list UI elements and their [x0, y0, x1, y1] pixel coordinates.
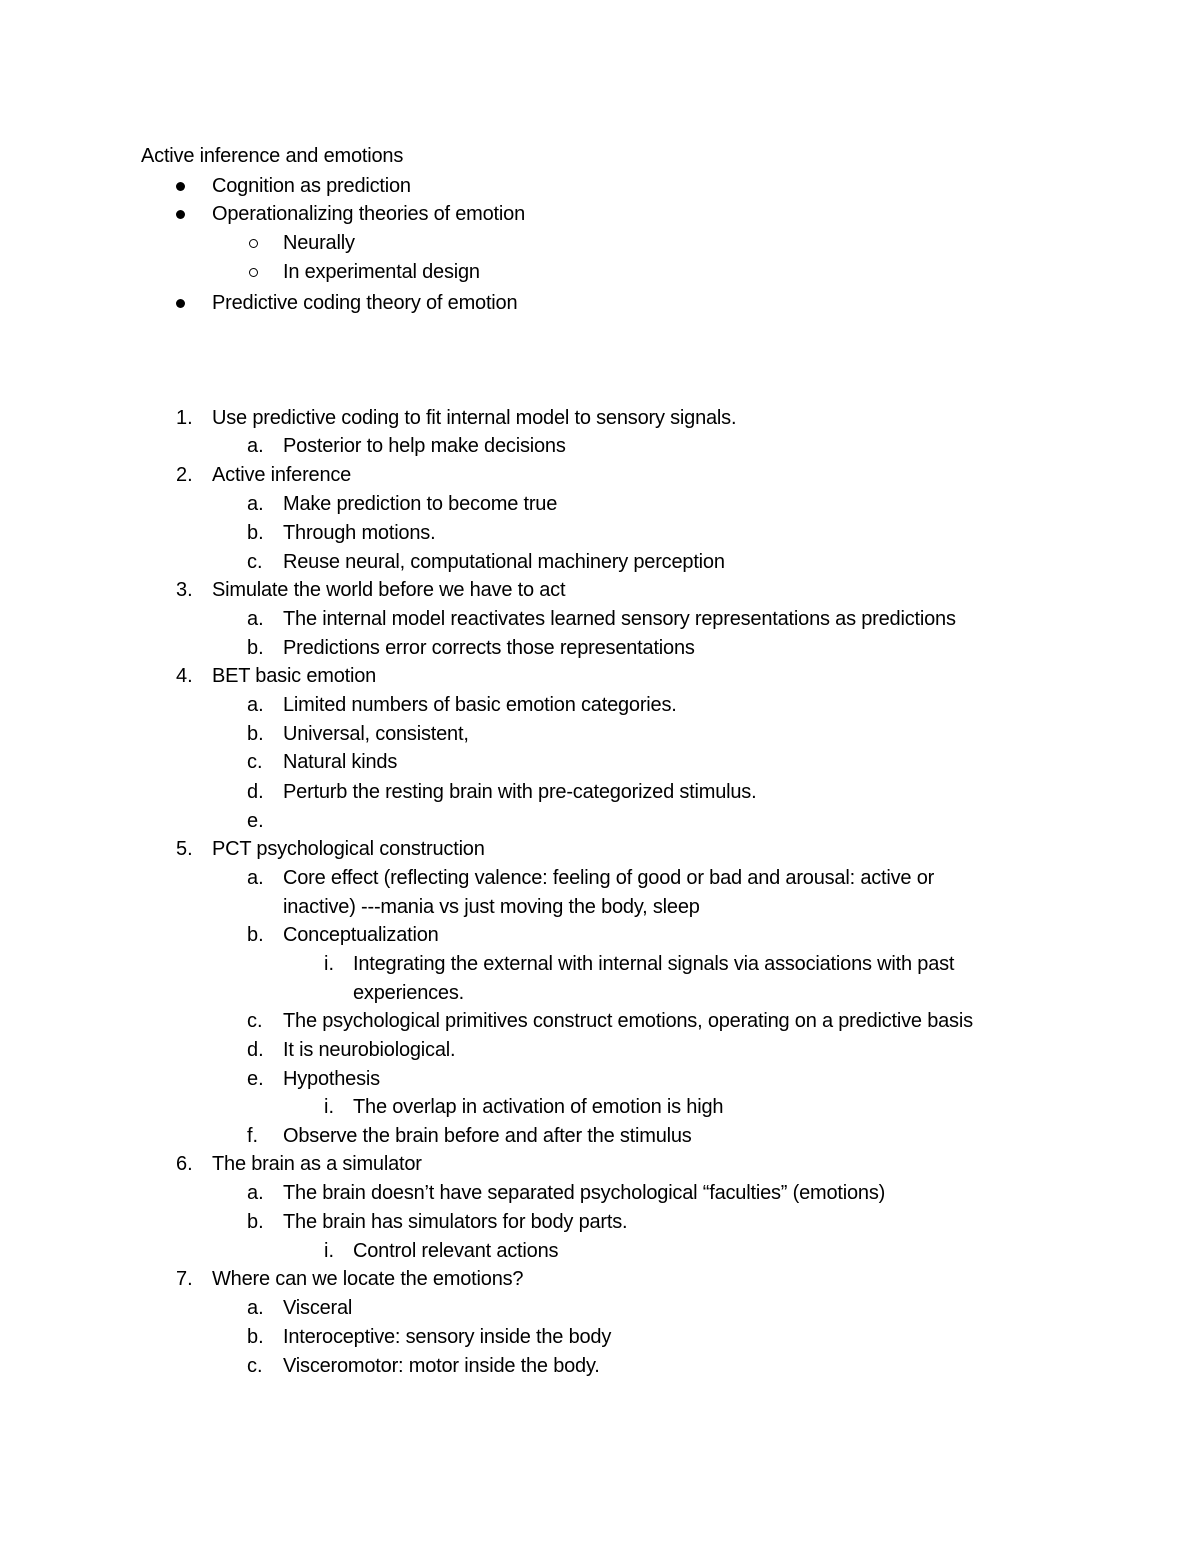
bullet-item: Predictive coding theory of emotion [212, 292, 518, 314]
sub-bullet-item: Neurally [283, 232, 355, 254]
sub-list-letter: a. [247, 1297, 264, 1319]
list-item: Where can we locate the emotions? [212, 1268, 524, 1290]
sub-list-item: Core effect (reflecting valence: feeling of good or bad and arousal: active or [283, 867, 935, 889]
sub-list-letter: a. [247, 1182, 264, 1204]
sub-list-letter: c. [247, 751, 263, 773]
sub-list-item: Universal, consistent, [283, 723, 469, 745]
sub-list-letter: a. [247, 694, 264, 716]
sub-list-letter: d. [247, 781, 264, 803]
list-number: 3. [176, 579, 193, 601]
circle-bullet-icon [249, 268, 258, 277]
sub-list-letter: e. [247, 1068, 264, 1090]
sub-list-item: It is neurobiological. [283, 1039, 456, 1061]
sub-list-item: The internal model reactivates learned sensory representations as predictions [283, 608, 956, 630]
sub-list-letter: c. [247, 551, 263, 573]
bullet-dot-icon [176, 182, 185, 191]
sub-list-letter: b. [247, 1326, 264, 1348]
sub-list-letter: b. [247, 723, 264, 745]
list-item: Active inference [212, 464, 352, 486]
list-number: 6. [176, 1153, 193, 1175]
roman-numeral: i. [324, 953, 334, 975]
list-item: Use predictive coding to fit internal model to sensory signals. [212, 407, 737, 429]
sub-list-letter: d. [247, 1039, 264, 1061]
sub-list-item: The psychological primitives construct emotions, operating on a predictive basis [283, 1010, 973, 1032]
bullet-item: Cognition as prediction [212, 175, 411, 197]
sub-list-letter: c. [247, 1010, 263, 1032]
sub-list-item: Limited numbers of basic emotion categories. [283, 694, 677, 716]
list-item: The brain as a simulator [212, 1153, 422, 1175]
sub-list-item: Reuse neural, computational machinery perception [283, 551, 725, 573]
list-item: BET basic emotion [212, 665, 377, 687]
sub-list-letter: a. [247, 608, 264, 630]
sub-list-item: Visceromotor: motor inside the body. [283, 1355, 600, 1377]
circle-bullet-icon [249, 239, 258, 248]
sub-list-letter: c. [247, 1355, 263, 1377]
bullet-item: Operationalizing theories of emotion [212, 203, 525, 225]
sub-list-letter: e. [247, 810, 264, 832]
sub-list-item-continuation: inactive) ---mania vs just moving the body, sleep [283, 896, 700, 918]
sub-list-item: Posterior to help make decisions [283, 435, 566, 457]
roman-numeral: i. [324, 1240, 334, 1262]
list-number: 7. [176, 1268, 193, 1290]
sub-list-item: Predictions error corrects those representations [283, 637, 695, 659]
sub-list-letter: b. [247, 637, 264, 659]
sub-list-item: Make prediction to become true [283, 493, 558, 515]
sub-sub-list-item-continuation: experiences. [353, 982, 464, 1004]
sub-list-item: The brain has simulators for body parts. [283, 1211, 628, 1233]
sub-bullet-item: In experimental design [283, 261, 480, 283]
roman-numeral: i. [324, 1096, 334, 1118]
sub-list-item: Visceral [283, 1297, 353, 1319]
sub-list-letter: a. [247, 435, 264, 457]
sub-list-item: The brain doesn’t have separated psychological “faculties” (emotions) [283, 1182, 886, 1204]
sub-list-item: Conceptualization [283, 924, 439, 946]
sub-list-letter: f. [247, 1125, 259, 1147]
list-number: 5. [176, 838, 193, 860]
sub-list-letter: b. [247, 924, 264, 946]
document-title: Active inference and emotions [141, 145, 404, 167]
list-number: 2. [176, 464, 193, 486]
sub-sub-list-item: The overlap in activation of emotion is high [353, 1096, 724, 1118]
bullet-dot-icon [176, 210, 185, 219]
list-item: Simulate the world before we have to act [212, 579, 566, 601]
sub-list-letter: b. [247, 522, 264, 544]
sub-list-item: Natural kinds [283, 751, 398, 773]
sub-list-item: Perturb the resting brain with pre-categorized stimulus. [283, 781, 757, 803]
sub-list-item: Observe the brain before and after the stimulus [283, 1125, 692, 1147]
bullet-dot-icon [176, 299, 185, 308]
sub-list-letter: a. [247, 493, 264, 515]
sub-list-letter: b. [247, 1211, 264, 1233]
sub-list-item: Through motions. [283, 522, 436, 544]
sub-list-item: Interoceptive: sensory inside the body [283, 1326, 612, 1348]
list-number: 4. [176, 665, 193, 687]
sub-list-letter: a. [247, 867, 264, 889]
list-number: 1. [176, 407, 193, 429]
list-item: PCT psychological construction [212, 838, 485, 860]
sub-sub-list-item: Integrating the external with internal signals via associations with past [353, 953, 955, 975]
sub-sub-list-item: Control relevant actions [353, 1240, 559, 1262]
sub-list-item: Hypothesis [283, 1068, 380, 1090]
